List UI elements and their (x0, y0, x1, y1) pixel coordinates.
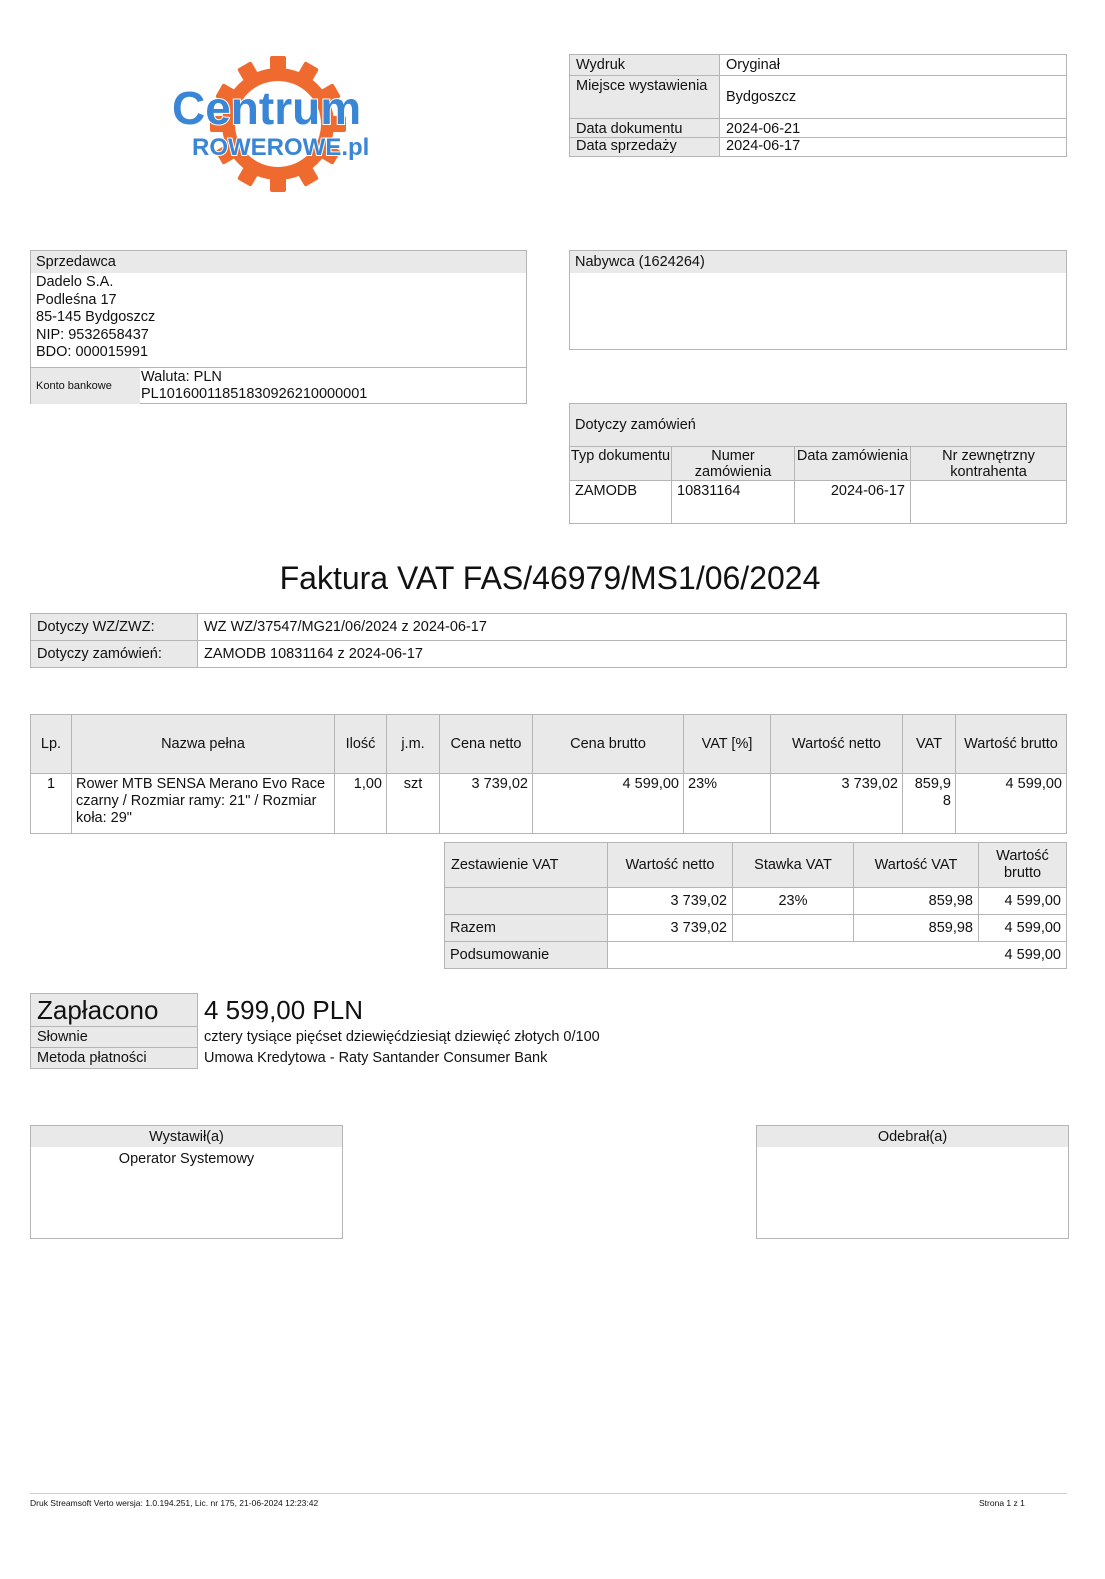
vat-total-label: Razem (445, 915, 608, 942)
company-logo (168, 52, 393, 197)
method-label: Metoda płatności (31, 1048, 198, 1069)
meta-value: Oryginał (720, 55, 1067, 76)
summary-value: 4 599,00 (608, 942, 1067, 969)
items-col: Wartość brutto (956, 715, 1067, 774)
orders-heading: Dotyczy zamówień (570, 404, 1067, 447)
order-external-no (911, 481, 1067, 524)
vat-total-net: 3 739,02 (608, 915, 733, 942)
order-date: 2024-06-17 (795, 481, 911, 524)
vat-col: Stawka VAT (733, 843, 854, 888)
seller-line: Dadelo S.A. (36, 274, 114, 290)
item-lp: 1 (31, 774, 72, 834)
paid-label: Zapłacono (31, 994, 198, 1027)
meta-label: Data sprzedaży (570, 138, 720, 157)
vat-rate: 23% (733, 888, 854, 915)
issued-by-box (30, 1125, 343, 1239)
vat-rate-row-label (445, 888, 608, 915)
summary-label: Podsumowanie (445, 942, 608, 969)
item-gross-value: 4 599,00 (956, 774, 1067, 834)
ref-label: Dotyczy zamówień: (31, 641, 198, 668)
logo-sub: ROWEROWE.pl (192, 134, 370, 161)
item-net-value: 3 739,02 (771, 774, 903, 834)
issued-by-name: Operator Systemowy (118, 1151, 255, 1167)
items-col: Nazwa pełna (72, 715, 335, 774)
invoice-title: Faktura VAT FAS/46979/MS1/06/2024 (279, 560, 821, 596)
items-col: Wartość netto (771, 715, 903, 774)
words-label: Słownie (31, 1027, 198, 1048)
ref-label: Dotyczy WZ/ZWZ: (31, 614, 198, 641)
buyer-heading: Nabywca (1624264) (570, 251, 1066, 273)
bank-currency: Waluta: PLN (141, 369, 222, 385)
issued-by-heading: Wystawił(a) (31, 1126, 342, 1147)
table-row (445, 915, 1067, 942)
table-row (31, 774, 1067, 834)
ref-value: ZAMODB 10831164 z 2024-06-17 (198, 641, 1067, 668)
vat-summary-table (444, 842, 1067, 969)
vat-total-gross: 4 599,00 (979, 915, 1067, 942)
footer-print-info: Druk Streamsoft Verto wersja: 1.0.194.251, Lic. nr 175, 21-06-2024 12:23:42 (30, 1498, 319, 1508)
items-col: Cena netto (440, 715, 533, 774)
meta-value: Bydgoszcz (720, 76, 1067, 119)
vat-col: Wartość brutto (979, 843, 1067, 888)
items-col: Lp. (31, 715, 72, 774)
meta-label: Data dokumentu (570, 119, 720, 138)
items-col: j.m. (387, 715, 440, 774)
item-vat-rate: 23% (684, 774, 771, 834)
orders-col: Typ dokumentu (570, 447, 672, 481)
bank-label: Konto bankowe (31, 368, 140, 404)
item-net-price: 3 739,02 (440, 774, 533, 834)
vat-col: Zestawienie VAT (445, 843, 608, 888)
item-qty: 1,00 (335, 774, 387, 834)
ref-value: WZ WZ/37547/MG21/06/2024 z 2024-06-17 (198, 614, 1067, 641)
item-gross-price: 4 599,00 (533, 774, 684, 834)
footer-page-number: Strona 1 z 1 (979, 1498, 1025, 1508)
item-name: Rower MTB SENSA Merano Evo Race czarny / Rozmiar ramy: 21" / Rozmiar koła: 29" (72, 774, 335, 834)
item-unit: szt (387, 774, 440, 834)
vat-col: Wartość VAT (854, 843, 979, 888)
references-table (30, 613, 1067, 668)
meta-label: Miejsce wystawienia (570, 76, 720, 119)
meta-label: Wydruk (570, 55, 720, 76)
footer-divider (30, 1493, 1067, 1494)
gear-icon (168, 52, 393, 197)
vat-net: 3 739,02 (608, 888, 733, 915)
bank-account: PL10160011851830926210000001 (141, 385, 368, 402)
seller-line: Podleśna 17 (36, 291, 117, 308)
vat-col: Wartość netto (608, 843, 733, 888)
table-row (445, 888, 1067, 915)
items-col: VAT [%] (684, 715, 771, 774)
vat-amount: 859,98 (854, 888, 979, 915)
paid-value: 4 599,00 PLN (204, 994, 364, 1025)
item-vat-value: 859,98 (903, 774, 956, 834)
logo-brand: Centrum (172, 82, 362, 134)
received-by-box (756, 1125, 1069, 1239)
meta-value: 2024-06-17 (720, 138, 1067, 157)
seller-box (30, 250, 527, 404)
seller-line: BDO: 000015991 (36, 344, 149, 360)
buyer-box (569, 250, 1067, 350)
orders-col: Numer zamówienia (672, 447, 795, 481)
order-number: 10831164 (672, 481, 795, 524)
orders-col: Data zamówienia (795, 447, 911, 481)
items-col: Cena brutto (533, 715, 684, 774)
items-col: Ilość (335, 715, 387, 774)
seller-line: NIP: 9532658437 (36, 326, 149, 343)
method-value: Umowa Kredytowa - Raty Santander Consumer Bank (204, 1050, 548, 1066)
seller-line: 85-145 Bydgoszcz (36, 309, 156, 325)
words-value: cztery tysiące pięćset dziewięćdziesiąt dziewięć złotych 0/100 (204, 1029, 600, 1045)
received-by-heading: Odebrał(a) (757, 1126, 1068, 1147)
seller-heading: Sprzedawca (31, 251, 526, 273)
document-meta-table (569, 54, 1067, 157)
vat-total-amount: 859,98 (854, 915, 979, 942)
items-col: VAT (903, 715, 956, 774)
vat-gross: 4 599,00 (979, 888, 1067, 915)
meta-value: 2024-06-21 (720, 119, 1067, 138)
items-table (30, 714, 1067, 834)
payment-table (30, 993, 607, 1069)
order-type: ZAMODB (570, 481, 672, 524)
vat-total-rate (733, 915, 854, 942)
orders-col: Nr zewnętrzny kontrahenta (911, 447, 1067, 481)
orders-table (569, 403, 1067, 524)
